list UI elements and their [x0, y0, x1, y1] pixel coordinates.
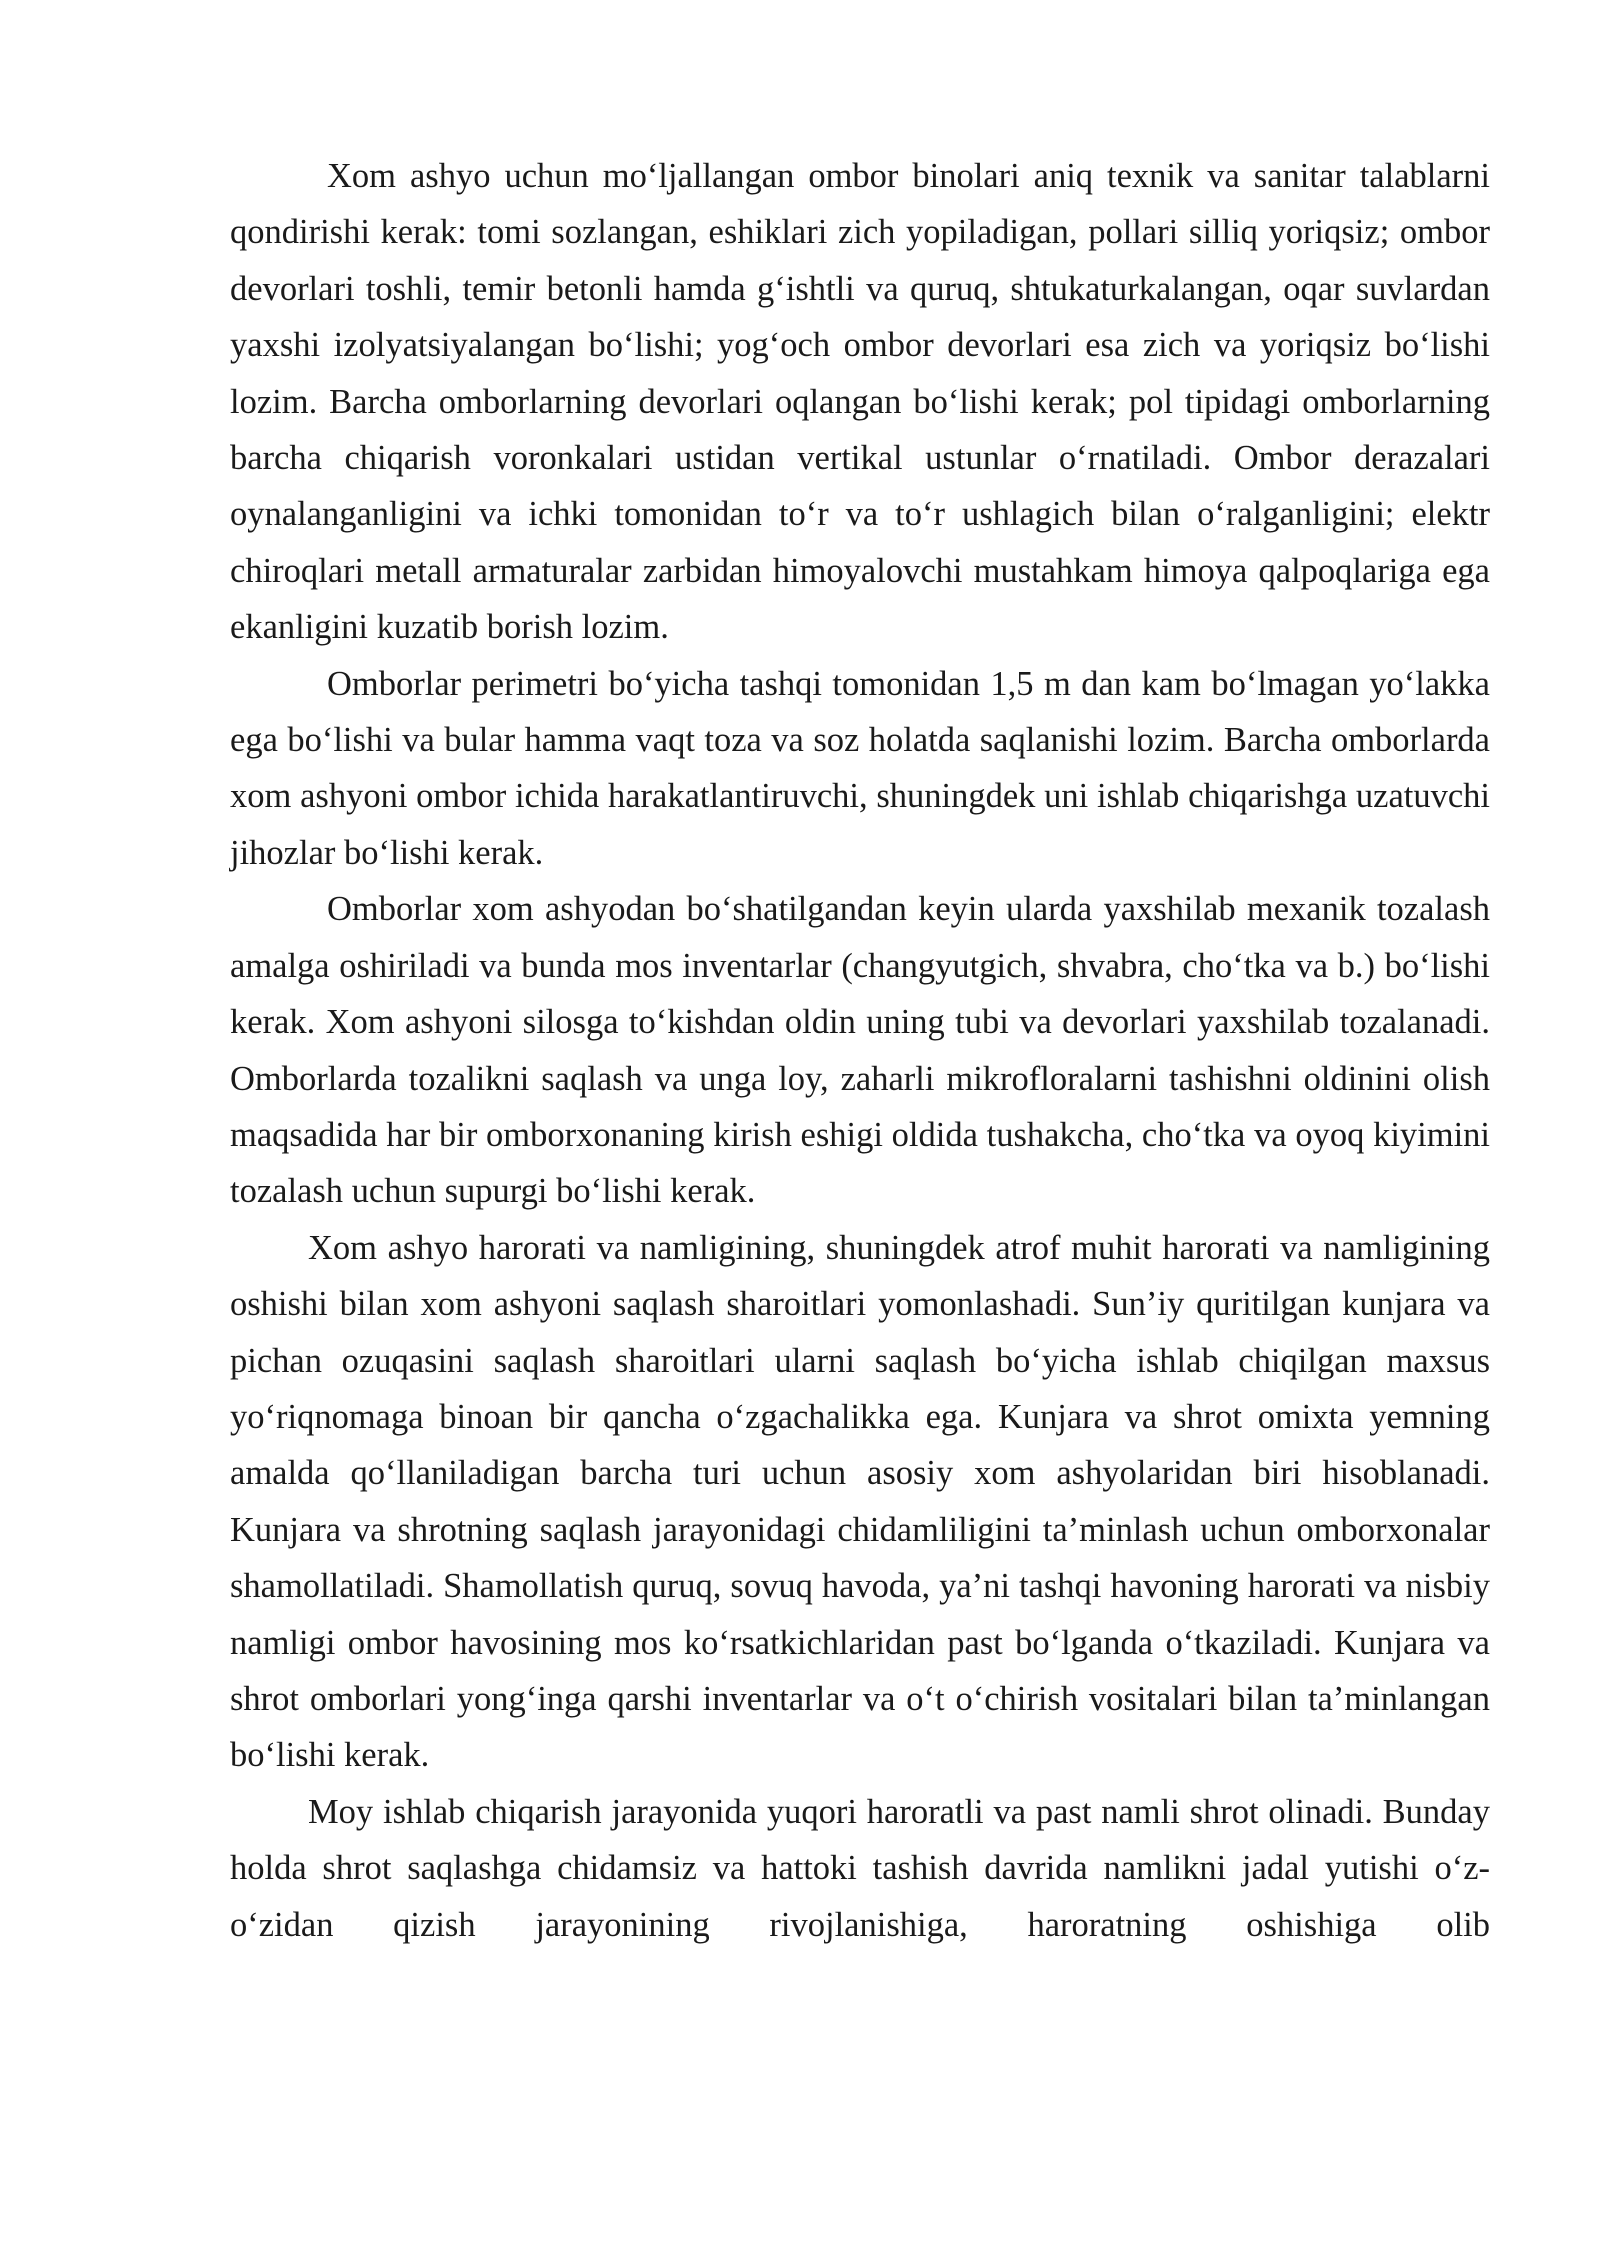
paragraph-warehouse-requirements: Xom ashyo uchun mo‘ljallangan ombor binolari aniq texnik va sanitar talablarni qondirishi kerak: tomi sozlangan, eshiklari zich yopiladigan, pollari silliq yoriqsiz; ombor devorlari toshli, temir betonli hamda g‘ishtli va quruq, shtukaturkalangan, oqar suvlardan yaxshi izolyatsiyalangan bo‘lishi; yog‘och ombor devorlari esa zich va yoriqsiz bo‘lishi lozim. Barcha omborlarning devorlari oqlangan bo‘lishi kerak; pol tipidagi omborlarning barcha chiqarish voronkalari ustidan vertikal ustunlar o‘rnatiladi. Ombor derazalari oynalanganligini va ichki tomonidan to‘r va to‘r ushlagich bilan o‘ralganligini; elektr chiroqlari metall armaturalar zarbidan himoyalovchi mustahkam himoya qalpoqlariga ega ekanligini kuzatib borish lozim. [230, 157, 1490, 647]
document-body [230, 148, 1490, 1953]
paragraph-oil-production-meal: Moy ishlab chiqarish jarayonida yuqori haroratli va past namli shrot olinadi. Bunday holda shrot saqlashga chidamsiz va hattoki tashish davrida namlikni jadal yutishi o‘z-o‘zidan qizish jarayonining rivojlanishiga, haroratning oshishiga olib [230, 1792, 1490, 1944]
paragraph-temperature-humidity: Xom ashyo harorati va namligining, shuningdek atrof muhit harorati va namligining oshishi bilan xom ashyoni saqlash sharoitlari yomonlashadi. Sun’iy quritilgan kunjara va pichan ozuqasini saqlash sharoitlari ularni saqlash bo‘yicha ishlab chiqilgan maxsus yo‘riqnomaga binoan bir qancha o‘zgachalikka ega. Kunjara va shrot omixta yemning amalda qo‘llaniladigan barcha turi uchun asosiy xom ashyolaridan biri hisoblanadi. Kunjara va shrotning saqlash jarayonidagi chidamliligini ta’minlash uchun omborxonalar shamollatiladi. Shamollatish quruq, sovuq havoda, ya’ni tashqi havoning harorati va nisbiy namligi ombor havosining mos ko‘rsatkichlaridan past bo‘lganda o‘tkaziladi. Kunjara va shrot omborlari yong‘inga qarshi inventarlar va o‘t o‘chirish vositalari bilan ta’minlangan bo‘lishi kerak. [230, 1228, 1490, 1775]
paragraph-mechanical-cleaning: Omborlar xom ashyodan bo‘shatilgandan keyin ularda yaxshilab mexanik tozalash amalga oshiriladi va bunda mos inventarlar (changyutgich, shvabra, cho‘tka va b.) bo‘lishi kerak. Xom ashyoni silosga to‘kishdan oldin uning tubi va devorlari yaxshilab tozalanadi. Omborlarda tozalikni saqlash va unga loy, zaharli mikrofloralarni tashishni oldinini olish maqsadida har bir omborxonaning kirish eshigi oldida tushakcha, cho‘tka va oyoq kiyimini tozalash uchun supurgi bo‘lishi kerak. [230, 890, 1490, 1211]
paragraph-perimeter-walkway: Omborlar perimetri bo‘yicha tashqi tomonidan 1,5 m dan kam bo‘lmagan yo‘lakka ega bo‘lishi va bular hamma vaqt toza va soz holatda saqlanishi lozim. Barcha omborlarda xom ashyoni ombor ichida harakatlantiruvchi, shuningdek uni ishlab chiqarishga uzatuvchi jihozlar bo‘lishi kerak. [230, 664, 1490, 872]
